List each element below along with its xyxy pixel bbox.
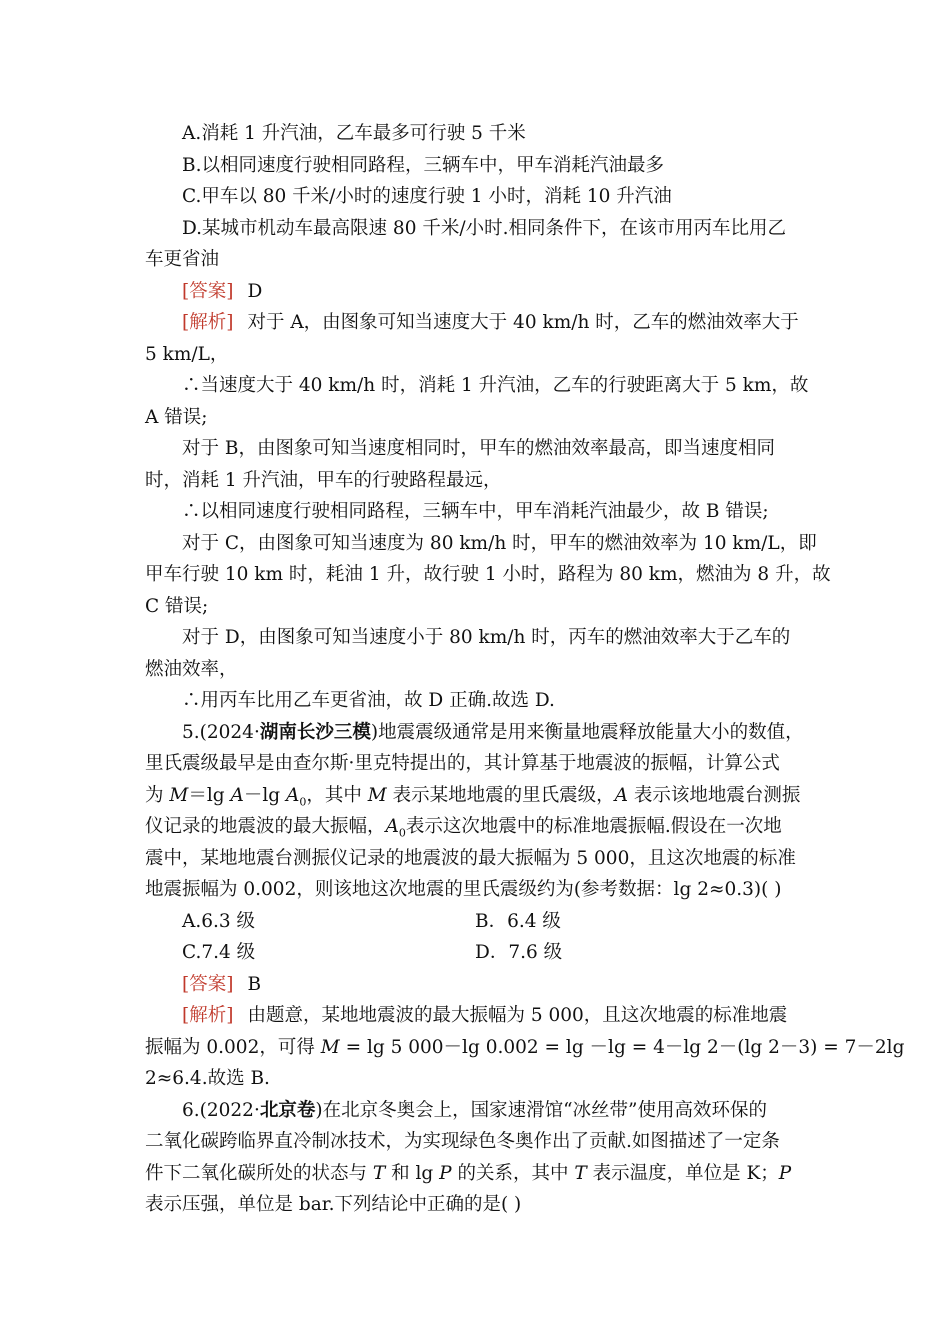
q5-analysis-line2 [145, 1032, 905, 1064]
var-a0: A [286, 784, 300, 806]
q4-analysis-line13: ∴用丙车比用乙车更省油，故 D 正确.故选 D. [182, 690, 555, 711]
text: 表示这次地震中的标准地震振幅.假设在一次地 [405, 816, 782, 837]
q5-option-c: C.7.4 级 [182, 942, 256, 963]
option-a: A.消耗 1 升汽油，乙车最多可行驶 5 千米 [182, 123, 526, 144]
var-p: P [439, 1162, 452, 1184]
question-source: 北京卷 [259, 1099, 316, 1121]
question-number: 6.(2022· [182, 1099, 260, 1121]
q4-analysis-line11: 对于 D，由图象可知当速度小于 80 km/h 时，丙车的燃油效率大于乙车的 [182, 627, 791, 648]
analysis-text: 由题意，某地地震波的最大振幅为 5 000，且这次地震的标准地震 [247, 1005, 788, 1026]
q6-stem-line1 [145, 1095, 810, 1127]
q4-analysis-line3: ∴当速度大于 40 km/h 时，消耗 1 升汽油，乙车的行驶距离大于 5 km，故 [182, 375, 809, 396]
q5-option-a: A.6.3 级 [182, 910, 256, 932]
option-b: B.以相同速度行驶相同路程，三辆车中，甲车消耗汽油最多 [182, 154, 664, 176]
text: = lg 5 000－lg 0.002 = lg －lg = 4－lg 2－(lg 2－3) = 7－2lg [339, 1036, 905, 1058]
document-page [145, 118, 905, 1221]
q5-stem-line2: 里氏震级最早是由查尔斯·里克特提出的，其计算基于地震波的振幅，计算公式 [145, 753, 780, 774]
text: ＝lg [188, 784, 231, 806]
text: 表示该地地震台测振 [627, 784, 801, 806]
q5-stem-line5: 震中，某地地震台测振仪记录的地震波的最大振幅为 5 000，且这次地震的标准 [145, 847, 796, 869]
q4-analysis-line10: C 错误; [145, 595, 209, 617]
q5-analysis-line1 [145, 1000, 810, 1032]
var-m: M [320, 1036, 340, 1058]
var-m: M [367, 784, 387, 806]
q5-stem-line6: 地震振幅为 0.002，则该地这次地震的里氏震级约为(参考数据：lg 2≈0.3)( ) [145, 879, 782, 900]
q5-answer [145, 969, 810, 1001]
var-t: T [372, 1162, 386, 1184]
answer-tag: [答案] [182, 280, 234, 302]
var-a: A [614, 784, 628, 806]
var-a0: A [385, 816, 399, 837]
q4-analysis-line8: 对于 C，由图象可知当速度为 80 km/h 时，甲车的燃油效率为 10 km/L，即 [182, 532, 817, 554]
text: －lg [243, 784, 286, 806]
q5-analysis-line3: 2≈6.4.故选 B. [145, 1068, 270, 1089]
analysis-tag: [解析] [182, 312, 234, 333]
q4-analysis-line2: 5 km/L， [145, 343, 229, 365]
text: 表示某地地震的里氏震级， [386, 784, 615, 806]
text: ，其中 [306, 784, 368, 806]
q6-stem-line4: 表示压强，单位是 bar.下列结论中正确的是( ) [145, 1194, 522, 1215]
question-text: )地震震级通常是用来衡量地震释放能量大小的数值， [370, 721, 804, 743]
var-t: T [574, 1162, 587, 1184]
q4-analysis-line4: A 错误; [145, 406, 208, 428]
q5-option-d: D．7.6 级 [475, 942, 563, 963]
analysis-text: 对于 A，由图象可知当速度大于 40 km/h 时，乙车的燃油效率大于 [247, 312, 799, 333]
answer-value: D [247, 280, 263, 302]
q6-stem-line3 [145, 1158, 810, 1190]
q5-stem-line3 [145, 780, 810, 812]
question-text: )在北京冬奥会上，国家速滑馆“冰丝带”使用高效环保的 [315, 1099, 767, 1121]
q4-answer [145, 276, 810, 308]
q4-analysis-line9: 甲车行驶 10 km 时，耗油 1 升，故行驶 1 小时，路程为 80 km，燃油为 8 升，故 [145, 564, 831, 585]
text: 的关系，其中 [451, 1162, 575, 1184]
text: 和 lg [385, 1162, 440, 1184]
text: 振幅为 0.002，可得 [145, 1036, 321, 1058]
subscript: 0 [299, 795, 307, 809]
text: 件下二氧化碳所处的状态与 [145, 1162, 373, 1184]
analysis-tag: [解析] [182, 1005, 234, 1026]
text: 为 [145, 784, 170, 806]
q5-stem-line1 [145, 717, 810, 749]
q5-options-row1 [145, 906, 810, 938]
option-d-line2: 车更省油 [145, 249, 220, 270]
q6-stem-line2: 二氧化碳跨临界直冷制冰技术，为实现绿色冬奥作出了贡献.如图描述了一定条 [145, 1131, 780, 1152]
text: 表示温度，单位是 K； [586, 1162, 779, 1184]
subscript: 0 [398, 826, 406, 840]
q5-stem-line4 [145, 811, 810, 843]
option-c: C.甲车以 80 千米/小时的速度行驶 1 小时，消耗 10 升汽油 [182, 186, 672, 207]
question-source: 湖南长沙三模 [259, 721, 371, 743]
text: 仪记录的地震波的最大振幅， [145, 816, 386, 837]
var-a: A [230, 784, 244, 806]
q4-analysis-line6: 时，消耗 1 升汽油，甲车的行驶路程最远， [145, 469, 502, 491]
question-number: 5.(2024· [182, 721, 260, 743]
q4-analysis-line7: ∴以相同速度行驶相同路程，三辆车中，甲车消耗汽油最少，故 B 错误; [182, 501, 769, 522]
answer-tag: [答案] [182, 973, 234, 995]
q4-analysis-line12: 燃油效率， [145, 658, 238, 680]
var-m: M [169, 784, 189, 806]
option-d-line1: D.某城市机动车最高限速 80 千米/小时.相同条件下，在该市用丙车比用乙 [182, 217, 786, 239]
q5-option-b: B．6.4 级 [475, 910, 561, 932]
var-p: P [778, 1162, 792, 1184]
answer-value: B [247, 973, 262, 995]
q4-analysis-line5: 对于 B，由图象可知当速度相同时，甲车的燃油效率最高，即当速度相同 [182, 438, 775, 459]
q4-analysis-line1 [145, 307, 810, 339]
q5-options-row2 [145, 937, 810, 969]
